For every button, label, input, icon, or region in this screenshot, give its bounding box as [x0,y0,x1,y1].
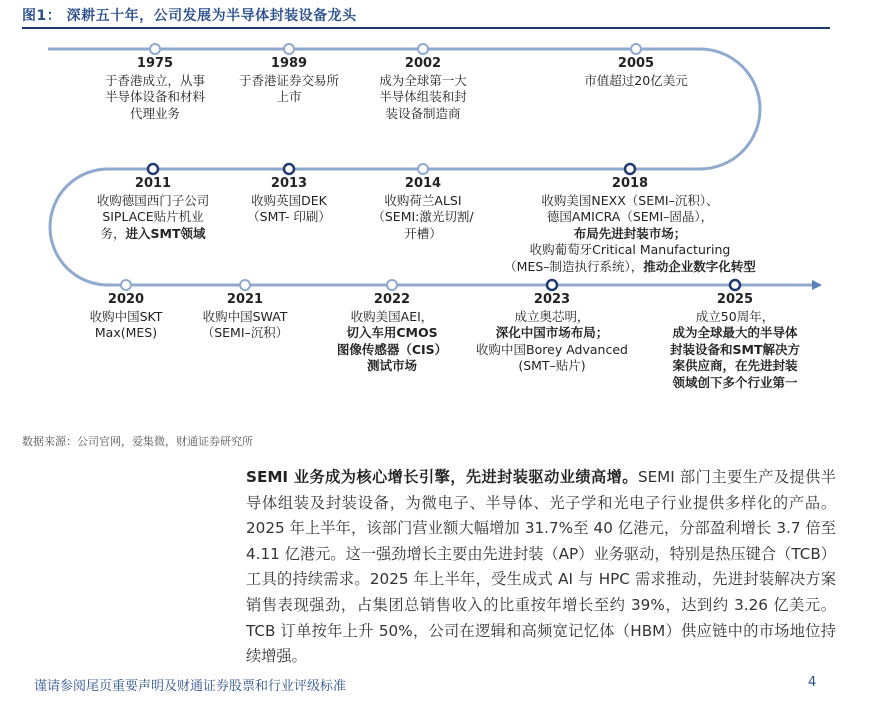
event-text: 开槽） [404,225,442,241]
event-text: 半导体组装和封 [379,89,467,104]
event-year: 2005 [617,56,655,71]
event-text: 收购葡萄牙Critical Manufacturing [529,242,731,257]
event-line [480,193,780,210]
event-text-bold: 成为全球最大的半导体 [672,325,798,340]
event-text: 收购中国SKT [89,308,163,324]
timeline-event-2018 [480,176,780,275]
event-line [5,106,305,123]
paragraph-body: SEMI 部门主要生产及提供半导体组装及封装设备，为微电子、半导体、光子学和光电子行业提供多样化的产品。2025 年上半年，该部门营业额大幅增加 31.7%至 40 亿港元，分部盈利增长 3.7 倍至 4.11 亿港元。这一强劲增长主要由先进封装（AP）业务驱动，特别是热压键合（TCB）工具的持续需求。2025 年上半年，受生成式 AI 与 HPC 需求推动，先进封装解决方案销售表现强劲，占集团总销售收入的比重按年增长至约 39%，达到约 3.26 亿美元。TCB 订单按年上升 50%，公司在逻辑和高频宽记忆体（HBM）供应链中的市场地位持续增强。 [246,468,836,666]
event-year: 2018 [611,176,649,191]
event-line [273,106,573,123]
event-year: 1989 [270,56,308,71]
timeline-dot-2023 [547,280,557,290]
timeline-dot-1975 [150,44,160,54]
event-year: 2013 [270,176,308,191]
event-text: （SEMI–沉积） [201,325,289,340]
event-text: （SEMI:激光切割/ [372,209,474,224]
timeline-dot-2022 [387,280,397,290]
event-text-bold: 领域创下多个行业第一 [672,374,798,390]
event-text: (SMT–贴片) [518,358,586,373]
event-text: 成立奥芯明， [514,308,590,324]
timeline-dot-2011 [148,164,158,174]
event-line [585,325,875,342]
event-text: 务， [100,225,126,241]
event-line [480,209,780,226]
body-paragraph [246,465,836,670]
event-year: 2022 [373,292,411,307]
event-text-bold: 推动企业数字化转型 [643,258,756,274]
event-line [486,73,786,90]
event-text: 收购美国AEI， [350,308,434,324]
event-text: （MES–制造执行系统）， [504,258,644,274]
event-text-bold: 测试市场 [366,358,417,373]
event-text: 于香港证券交易所 [238,72,339,88]
event-line [480,242,780,259]
page-number: 4 [808,675,817,690]
event-year: 2023 [533,292,571,307]
event-year: 2021 [226,292,264,307]
timeline-dot-2025 [730,280,740,290]
event-text-bold: 案供应商，在先进封装 [672,358,798,373]
event-text-bold: 布局先进封装市场； [573,225,687,241]
event-text-bold: 切入车用CMOS [346,325,438,340]
event-text: （SMT- 印刷） [247,209,331,224]
event-text: 收购德国西门子公司 [96,192,210,208]
timeline-dot-2020 [121,280,131,290]
event-line [585,375,875,392]
event-text: 成立50周年， [695,308,775,324]
event-year: 2002 [404,56,442,71]
timeline-dot-2002 [418,44,428,54]
figure-title: 图1： 深耕五十年，公司发展为半导体封装设备龙头 [22,8,357,24]
event-line [585,309,875,326]
event-text: 于香港成立，从事 [104,72,205,88]
event-text: 成为全球第一大 [379,72,467,88]
event-text: 收购英国DEK [251,192,327,208]
event-text: 德国AMICRA（SEMI–固晶）， [546,209,714,224]
event-line [480,259,780,276]
event-line [480,226,780,243]
footer-disclaimer[interactable]: 谨请参阅尾页重要声明及财通证券股票和行业评级标准 [34,679,347,694]
event-text: 收购美国NEXX（SEMI–沉积）、 [541,192,719,208]
timeline-dot-2005 [631,44,641,54]
event-text-bold: 图像传感器（CIS） [336,341,448,357]
event-text: 收购中国SWAT [202,308,288,324]
timeline-event-2025 [585,292,875,391]
event-year: 1975 [136,56,174,71]
figure-source: 数据来源：公司官网，爱集微，财通证券研究所 [22,435,253,448]
event-text: 市值超过20亿美元 [584,72,688,88]
timeline-dot-2018 [625,164,635,174]
event-text-bold: 进入SMT领域 [125,225,206,241]
event-text: 收购中国Borey Advanced [476,341,628,357]
timeline-dot-2014 [418,164,428,174]
event-line [585,342,875,359]
event-text: 装设备制造商 [385,105,461,121]
timeline-dot-2021 [240,280,250,290]
event-year: 2011 [134,176,172,191]
timeline-dot-2013 [284,164,294,174]
event-text: SIPLACE贴片机业 [102,209,204,224]
event-line [585,358,875,375]
event-text-bold: 封装设备和SMT解决方 [670,341,800,357]
event-text: 代理业务 [129,105,180,121]
event-text: 上市 [276,89,302,104]
event-text-bold: 深化中国市场布局； [495,325,609,340]
event-line [273,89,573,106]
event-text: 半导体设备和材料 [104,89,205,104]
event-text: 收购荷兰ALSI [384,192,462,208]
timeline-event-2005 [486,56,786,89]
event-line [3,226,303,243]
event-year: 2020 [107,292,145,307]
paragraph-lead: SEMI 业务成为核心增长引擎，先进封装驱动业绩高增。 [246,468,638,486]
timeline-dot-1989 [284,44,294,54]
event-year: 2014 [404,176,442,191]
event-text: Max(MES) [94,325,158,340]
timeline-arrow-icon [812,280,822,290]
event-year: 2025 [716,292,754,307]
